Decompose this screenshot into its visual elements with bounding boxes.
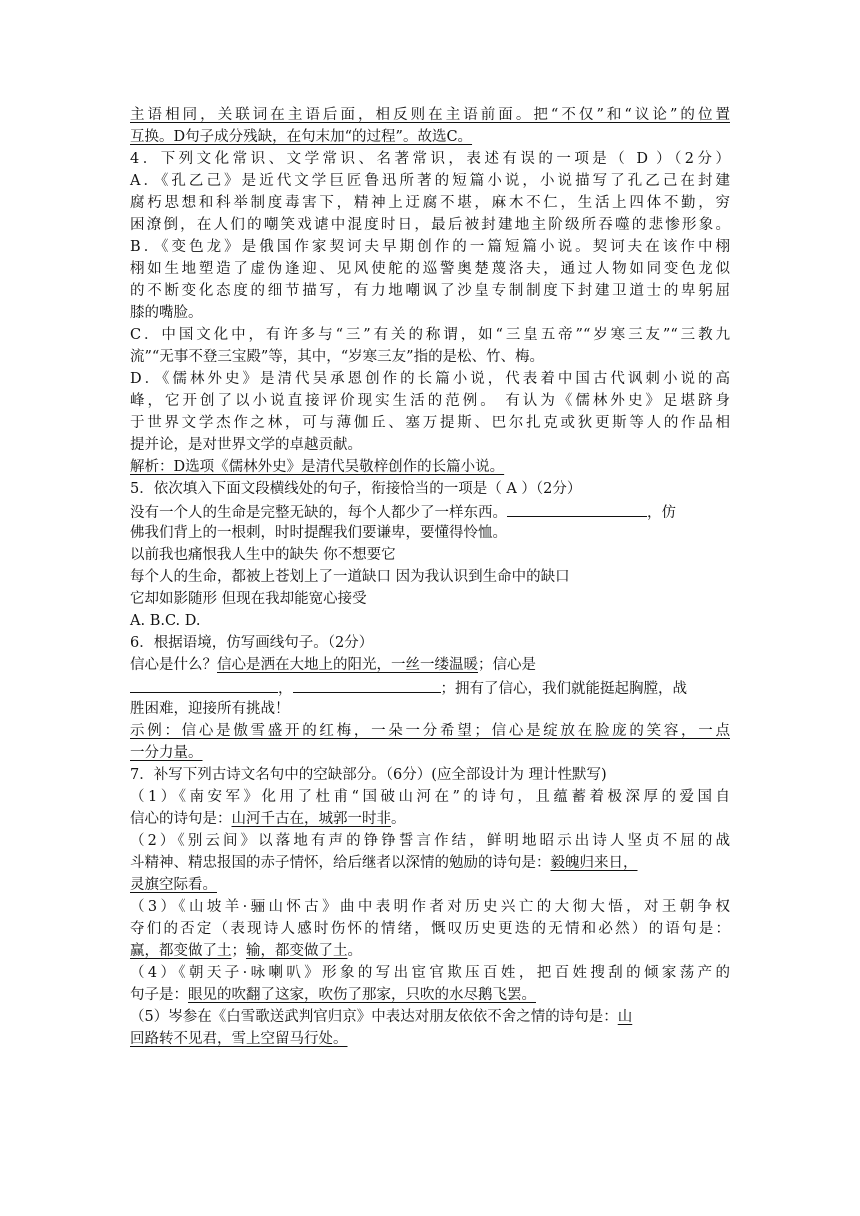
answer-text: 山 [617, 1009, 633, 1025]
passage-text: ；拥有了信心，我们就能挺起胸膛，战 [440, 681, 687, 697]
underlined-sentence: 信心是洒在大地上的阳光，一丝一缕温暖 [217, 657, 478, 673]
passage-text: ； [231, 943, 246, 959]
text-line [130, 874, 730, 896]
answer-text: 回路转不见君，雪上空留马行处。 [130, 1031, 348, 1047]
sentence-options-line: 每个人的生命，都被上苍划上了一道缺口 因为我认识到生命中的缺口 [130, 569, 570, 585]
question-4-stem: 4．下列文化常识、文学常识、名著常识，表述有误的一项是（ D ）（2分） [130, 151, 730, 167]
text-line: 膝的嘴脸。 [130, 305, 203, 321]
text-line [130, 852, 730, 874]
text-line: 栩如生地塑造了虚伪逢迎、见风使舵的巡警奥楚蔑洛夫，通过人物如同变色龙似 [130, 261, 730, 277]
answer-text: 山河千古在，城郭一时非 [231, 811, 391, 827]
answer-text: 毅魄归来日， [550, 855, 638, 871]
text-line: 胜困难，迎接所有挑战！ [130, 701, 290, 717]
answer-blank [507, 500, 647, 517]
answer-choices: A. B.C. D. [130, 613, 201, 629]
text-line: （3）《山坡羊·骊山怀古》曲中表明作者对历史兴亡的大彻大悟，对王朝争权 [130, 899, 730, 915]
answer-text: 眼见的吹翻了这家，吹伤了那家，只吹的水尽鹅飞罢。 [188, 987, 536, 1003]
answer-blank [293, 676, 441, 693]
option-a-line: A．《孔乙己》是近代文学巨匠鲁迅所著的短篇小说，小说描写了孔乙己在封建 [130, 173, 730, 189]
question-7-stem: 7．补写下列古诗文名句中的空缺部分。（6分）(应全部设计为 理计性默写) [130, 767, 607, 783]
text-line [130, 654, 730, 676]
sentence-options-line: 以前我也痛恨我人生中的缺失 你不想要它 [130, 547, 396, 563]
text-line [130, 940, 730, 962]
text-line [130, 500, 730, 522]
text-line: （2）《别云间》以落地有声的铮铮誓言作结，鲜明地昭示出诗人坚贞不屈的战 [130, 833, 730, 849]
answer-text: 输，都变做了土 [246, 943, 348, 959]
text-line: 佛我们背上的一根刺，时时提醒我们要谦卑，要懂得怜恤。 [130, 525, 507, 541]
document-page [130, 104, 730, 1050]
text-line: （1）《南安军》化用了杜甫“国破山河在”的诗句，且蕴蓄着极深厚的爱国自 [130, 789, 730, 805]
passage-text: 句子是： [130, 987, 188, 1003]
question-6-stem: 6．根据语境，仿写画线句子。（2分） [130, 635, 374, 651]
option-d-line: D．《儒林外史》是清代吴承恩创作的长篇小说，代表着中国古代讽刺小说的高 [130, 371, 730, 387]
passage-text: 没有一个人的生命是完整无缺的，每个人都少了一样东西。 [130, 505, 507, 521]
passage-text: ， [278, 681, 293, 697]
text-line: 于世界文学杰作之林，可与薄伽丘、塞万提斯、巴尔扎克或狄更斯等人的作品相 [130, 415, 730, 431]
passage-text: 。 [347, 943, 362, 959]
sentence-options-line: 它却如影随形 但现在我却能宽心接受 [130, 591, 367, 607]
text-line: 提并论，是对世界文学的卓越贡献。 [130, 437, 362, 453]
text-line: 流”“无事不登三宝殿”等，其中，“岁寒三友”指的是松、竹、梅。 [130, 349, 545, 365]
text-line: 困潦倒，在人们的嘲笑戏谑中混度时日，最后被封建地主阶级所吞噬的悲惨形象。 [130, 217, 730, 233]
answer-text: 赢，都变做了土 [130, 943, 232, 959]
text-line [130, 676, 730, 698]
text-line [130, 984, 730, 1006]
passage-text: 斗精神、精忠报国的赤子情怀，给后继者以深情的勉励的诗句是： [130, 855, 551, 871]
text-line [130, 1006, 730, 1028]
text-line: （4）《朝天子·咏喇叭》形象的写出宦官欺压百姓，把百姓搜刮的倾家荡产的 [130, 965, 730, 981]
text-line [130, 1028, 730, 1050]
text-line [130, 456, 730, 478]
explanation-text: 解析：D选项《儒林外史》是清代吴敬梓创作的长篇小说。 [130, 459, 505, 475]
example-answer: 示例：信心是傲雪盛开的红梅，一朵一分希望；信心是绽放在脸庞的笑容，一点 [130, 723, 730, 739]
passage-text: 。 [391, 811, 406, 827]
text-line: 峰，它开创了以小说直接评价现实生活的范例。 有认为《儒林外史》足堪跻身 [130, 393, 730, 409]
passage-text: （5）岑参在《白雪歌送武判官归京》中表达对朋友依依不舍之情的诗句是： [130, 1009, 618, 1025]
text-line [130, 742, 730, 764]
option-b-line: B．《变色龙》是俄国作家契诃夫早期创作的一篇短篇小说。契诃夫在该作中栩 [130, 239, 730, 255]
answer-text: 灵旗空际看。 [130, 877, 217, 893]
passage-text: ，仿 [647, 505, 676, 521]
text-line: 夺们的否定（表现诗人感时伤怀的情绪，慨叹历史更迭的无情和必然）的语句是： [130, 921, 730, 937]
passage-text: 信心是什么？ [130, 657, 217, 673]
option-c-line: C．中国文化中，有许多与“三”有关的称谓，如“三皇五帝”“岁寒三友”“三教九 [130, 327, 730, 343]
text-line: 腐朽思想和科举制度毒害下，精神上迂腐不堪，麻木不仁，生活上四体不勤，穷 [130, 195, 730, 211]
passage-text: ；信心是 [478, 657, 536, 673]
answer-blank [130, 676, 278, 693]
text-line [130, 126, 730, 148]
question-5-stem: 5．依次填入下面文段横线处的句子，衔接恰当的一项是（ A ）（2分） [130, 481, 582, 497]
explanation-text: 互换。D句子成分残缺，在句末加“的过程”。故选C。 [130, 129, 473, 145]
text-line: 主语相同，关联词在主语后面，相反则在主语前面。把“不仅”和“议论”的位置 [130, 107, 730, 123]
passage-text: 信心的诗句是： [130, 811, 232, 827]
text-line [130, 808, 730, 830]
text-line: 的不断变化态度的细节描写，有力地嘲讽了沙皇专制制度下封建卫道士的卑躬屈 [130, 283, 730, 299]
example-answer: 一分力量。 [130, 745, 203, 761]
